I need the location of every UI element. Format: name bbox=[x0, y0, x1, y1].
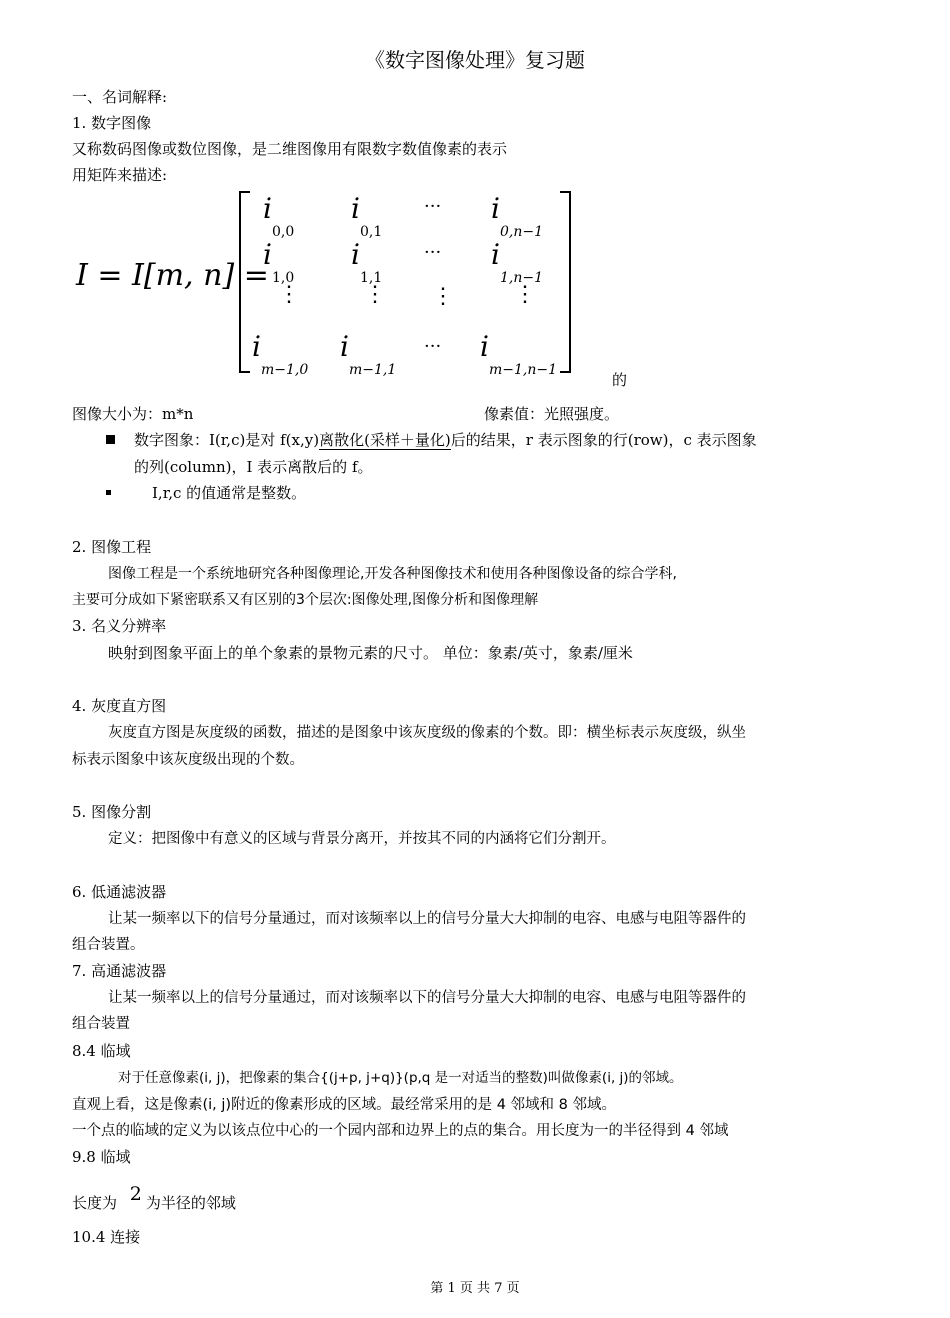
term-5-heading: 5. 图像分割 bbox=[72, 803, 152, 821]
term-4-definition: 灰度直方图是灰度级的函数，描述的是图象中该灰度级的像素的个数。即：横坐标表示灰度级，纵坐 bbox=[108, 725, 746, 741]
matrix-subscript: 0,1 bbox=[360, 224, 383, 240]
section-heading: 一、名词解释: bbox=[72, 88, 168, 106]
term-9-suffix: 为半径的邻域 bbox=[145, 1194, 236, 1212]
page-title: 《数字图像处理》复习题 bbox=[365, 48, 585, 72]
matrix-element: i bbox=[340, 330, 349, 363]
term-8-definition-extra: 一个点的临域的定义为以该点位中心的一个园内部和边界上的点的集合。用长度为一的半径得到 4 邻域 bbox=[72, 1123, 729, 1139]
bullet-small-icon bbox=[106, 490, 111, 495]
term-9-prefix: 长度为 bbox=[72, 1194, 118, 1212]
term-6-definition: 让某一频率以下的信号分量通过，而对该频率以上的信号分量大大抑制的电容、电感与电阻等器件的 bbox=[108, 911, 746, 927]
matrix-equation-lhs: I = I[m, n] = bbox=[76, 258, 269, 293]
term-8-definition: 对于任意像素(i, j)，把像素的集合{(j+p, j+q)}(p,q 是一对适当的整数)叫做像素(i, j)的邻域。 bbox=[118, 1070, 683, 1086]
term-1-definition: 又称数码图像或数位图像，是二维图像用有限数字数值像素的表示 bbox=[72, 140, 508, 158]
term-8-heading: 8.4 临域 bbox=[72, 1042, 131, 1060]
matrix-vdots: ⋮ bbox=[514, 282, 536, 307]
term-9-definition bbox=[72, 1183, 236, 1213]
matrix-element: i bbox=[263, 192, 272, 225]
bullet-1-text-continued: 的列(column)，I 表示离散后的 f。 bbox=[134, 458, 373, 476]
bullet-1-suffix: 后的结果，r 表示图象的行(row)，c 表示图象 bbox=[450, 431, 757, 449]
matrix-element: i bbox=[263, 238, 272, 271]
matrix-hdots: ··· bbox=[424, 196, 442, 217]
matrix-hdots: ··· bbox=[424, 336, 442, 357]
term-2-heading: 2. 图像工程 bbox=[72, 538, 152, 556]
matrix-element: i bbox=[252, 330, 261, 363]
term-3-heading: 3. 名义分辨率 bbox=[72, 617, 167, 635]
matrix-subscript: 0,n−1 bbox=[500, 224, 544, 240]
matrix-subscript: m−1,n−1 bbox=[489, 362, 558, 378]
matrix-suffix: 的 bbox=[612, 371, 628, 389]
term-7-definition-continued: 组合装置 bbox=[72, 1016, 130, 1032]
bullet-square-icon bbox=[106, 435, 115, 444]
term-2-definition: 图像工程是一个系统地研究各种图像理论,开发各种图像技术和使用各种图像设备的综合学科, bbox=[108, 566, 677, 582]
matrix-element: i bbox=[351, 238, 360, 271]
term-1-heading: 1. 数字图像 bbox=[72, 114, 152, 132]
matrix-subscript: 1,1 bbox=[360, 270, 383, 286]
term-1-matrix-intro: 用矩阵来描述: bbox=[72, 166, 168, 184]
matrix-hdots: ··· bbox=[424, 242, 442, 263]
term-2-definition-continued: 主要可分成如下紧密联系又有区别的3个层次:图像处理,图像分析和图像理解 bbox=[72, 592, 539, 608]
matrix-vdots: ⋮ bbox=[432, 284, 454, 309]
bullet-1-underlined: 离散化(采样＋量化) bbox=[319, 431, 451, 449]
matrix-subscript: 0,0 bbox=[272, 224, 295, 240]
term-10-heading: 10.4 连接 bbox=[72, 1228, 141, 1246]
term-4-heading: 4. 灰度直方图 bbox=[72, 697, 167, 715]
term-5-definition: 定义：把图像中有意义的区域与背景分离开，并按其不同的内涵将它们分割开。 bbox=[108, 831, 616, 847]
term-6-heading: 6. 低通滤波器 bbox=[72, 883, 167, 901]
matrix-vdots: ⋮ bbox=[364, 282, 386, 307]
term-7-definition: 让某一频率以上的信号分量通过，而对该频率以下的信号分量大大抑制的电容、电感与电阻等器件的 bbox=[108, 990, 746, 1006]
term-7-heading: 7. 高通滤波器 bbox=[72, 962, 167, 980]
pixel-value-text: 像素值：光照强度。 bbox=[484, 405, 620, 423]
matrix-subscript: 1,n−1 bbox=[500, 270, 544, 286]
term-4-definition-continued: 标表示图象中该灰度级出现的个数。 bbox=[72, 752, 304, 768]
term-9-heading: 9.8 临域 bbox=[72, 1148, 131, 1166]
matrix-element: i bbox=[351, 192, 360, 225]
matrix-subscript: m−1,0 bbox=[261, 362, 309, 378]
term-6-definition-continued: 组合装置。 bbox=[72, 937, 145, 953]
term-8-definition-continued: 直观上看，这是像素(i, j)附近的像素形成的区域。最经常采用的是 4 邻域和 8 邻域。 bbox=[72, 1097, 616, 1113]
bullet-1-prefix: 数字图象：I(r,c)是对 f(x,y) bbox=[134, 431, 320, 449]
bullet-1-text bbox=[134, 430, 757, 450]
matrix-element: i bbox=[491, 238, 500, 271]
matrix-subscript: m−1,1 bbox=[349, 362, 397, 378]
image-size-text: 图像大小为：m*n bbox=[72, 405, 194, 423]
matrix-vdots: ⋮ bbox=[278, 282, 300, 307]
matrix-element: i bbox=[480, 330, 489, 363]
term-3-definition: 映射到图象平面上的单个象素的景物元素的尺寸。 单位：象素/英寸，象素/厘米 bbox=[108, 644, 633, 662]
bullet-2-text: I,r,c 的值通常是整数。 bbox=[152, 484, 307, 502]
matrix-element: i bbox=[491, 192, 500, 225]
page-footer: 第 1 页 共 7 页 bbox=[430, 1281, 520, 1296]
term-9-number: 2 bbox=[129, 1183, 142, 1205]
matrix-subscript: 1,0 bbox=[272, 270, 295, 286]
